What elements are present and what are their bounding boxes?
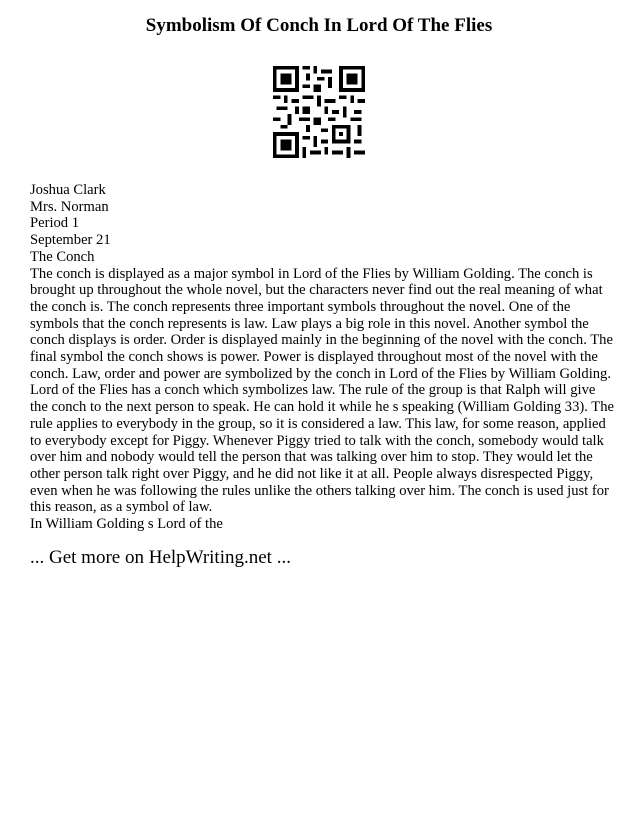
paragraph: The conch is displayed as a major symbol in Lord of the Flies by William Golding. The conch is brought up throughout the whole novel, but the characters never find out the real meaning of what the conch is. The conch represents three important symbols throughout the novel. One of the symbols that the conch represents is law. Law plays a big role in this novel. Another symbol the conch displays is order. Order is displayed mainly in the beginning of the novel with the conch. The final symbol the conch shows is power. Power is displayed throughout most of the novel with the conch. Law, order and power are symbolized by the conch in Lord of the Flies by William Golding. [30,265,613,382]
date: September 21 [30,232,111,249]
paragraph: In William Golding s Lord of the [30,516,223,533]
qr-code-icon [273,66,365,158]
class-period: Period 1 [30,215,80,232]
essay-heading: The Conch [30,248,95,265]
teacher-name: Mrs. Norman [30,198,109,215]
document-body [30,182,614,533]
get-more-link[interactable]: ... Get more on HelpWriting.net ... [30,547,291,568]
paragraph: Lord of the Flies has a conch which symbolizes law. The rule of the group is that Ralph will give the conch to the next person to speak. He can hold it while he s speaking (William Golding 33). The rule applies to everybody in the group, so it is considered a law. This law, for some reason, applied to everybody except for Piggy. Whenever Piggy tried to talk with the conch, somebody would talk over him and nobody would tell the person that was talking over him to stop. They would let the other person talk right over Piggy, and he did not like it at all. People always disrespected Piggy, even when he was following the rules unlike the others talking over him. The conch is used just for this reason, as a symbol of law. [30,382,614,516]
document-title: Symbolism Of Conch In Lord Of The Flies [145,15,493,36]
author-name: Joshua Clark [30,182,106,198]
